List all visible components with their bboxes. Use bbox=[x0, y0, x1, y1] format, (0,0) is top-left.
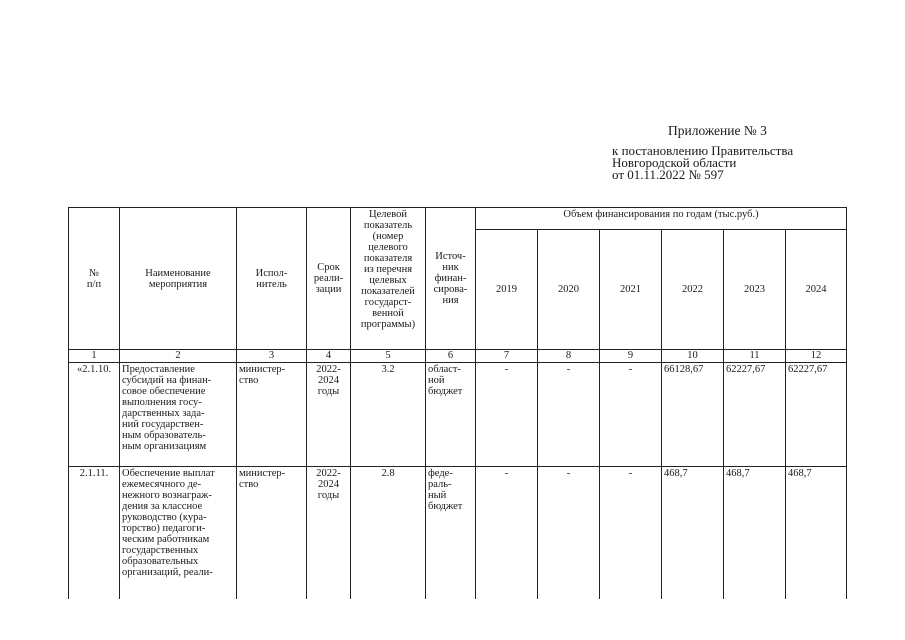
column-number: 9 bbox=[600, 350, 662, 363]
col-header-year-2019: 2019 bbox=[476, 230, 538, 350]
row-name: Обеспечение выплат ежемесячного де- нежного вознаграж- дения за классное руководство (кура- торство) педагоги- ческим работникам государственных образовательных организаций, реали- bbox=[120, 467, 237, 607]
row-source: област- ной бюджет bbox=[426, 363, 476, 467]
column-number: 4 bbox=[307, 350, 351, 363]
row-name: Предоставление субсидий на финан- совое обеспечение выполнения госу- дарственных зада- ний государствен- ным образователь- ным организациям bbox=[120, 363, 237, 467]
table-row bbox=[69, 363, 847, 467]
document-header bbox=[612, 125, 793, 181]
row-value-2023: 468,7 bbox=[724, 467, 786, 607]
col-header-name: Наименование мероприятия bbox=[120, 208, 237, 350]
column-number: 2 bbox=[120, 350, 237, 363]
row-value-2022: 468,7 bbox=[662, 467, 724, 607]
row-value-2021: - bbox=[600, 363, 662, 467]
col-header-target: Целевой показатель (номер целевого показателя из перечня целевых показателей государст- венной программы) bbox=[351, 208, 426, 350]
column-number: 3 bbox=[237, 350, 307, 363]
row-term: 2022- 2024 годы bbox=[307, 467, 351, 607]
row-value-2019: - bbox=[476, 467, 538, 607]
appendix-title: Приложение № 3 bbox=[668, 123, 767, 138]
row-source: феде- раль- ный бюджет bbox=[426, 467, 476, 607]
row-value-2023: 62227,67 bbox=[724, 363, 786, 467]
col-header-year-2022: 2022 bbox=[662, 230, 724, 350]
row-value-2022: 66128,67 bbox=[662, 363, 724, 467]
table-row bbox=[69, 467, 847, 607]
column-number: 11 bbox=[724, 350, 786, 363]
row-executor: министер- ство bbox=[237, 363, 307, 467]
funding-table bbox=[68, 207, 847, 607]
col-header-executor: Испол- нитель bbox=[237, 208, 307, 350]
row-value-2020: - bbox=[538, 363, 600, 467]
row-value-2024: 468,7 bbox=[786, 467, 847, 607]
column-number: 5 bbox=[351, 350, 426, 363]
column-number: 8 bbox=[538, 350, 600, 363]
row-value-2024: 62227,67 bbox=[786, 363, 847, 467]
row-value-2020: - bbox=[538, 467, 600, 607]
column-number: 12 bbox=[786, 350, 847, 363]
column-number: 10 bbox=[662, 350, 724, 363]
row-term: 2022- 2024 годы bbox=[307, 363, 351, 467]
col-header-year-2021: 2021 bbox=[600, 230, 662, 350]
row-target: 3.2 bbox=[351, 363, 426, 467]
header-line-3: от 01.11.2022 № 597 bbox=[612, 167, 724, 182]
col-header-num: № п/п bbox=[69, 208, 120, 350]
row-value-2019: - bbox=[476, 363, 538, 467]
col-header-year-2023: 2023 bbox=[724, 230, 786, 350]
row-value-2021: - bbox=[600, 467, 662, 607]
column-number: 1 bbox=[69, 350, 120, 363]
column-number: 7 bbox=[476, 350, 538, 363]
col-header-year-2020: 2020 bbox=[538, 230, 600, 350]
column-number-row bbox=[69, 350, 847, 363]
header-line-1: к постановлению Правительства bbox=[612, 143, 794, 158]
col-header-term: Срок реали- зации bbox=[307, 208, 351, 350]
col-header-funding-group: Объем финансирования по годам (тыс.руб.) bbox=[476, 208, 847, 230]
column-number: 6 bbox=[426, 350, 476, 363]
col-header-source: Источ- ник финан- сирова- ния bbox=[426, 208, 476, 350]
col-header-year-2024: 2024 bbox=[786, 230, 847, 350]
row-num: 2.1.11. bbox=[69, 467, 120, 607]
row-num: «2.1.10. bbox=[69, 363, 120, 467]
page-bottom-margin bbox=[0, 599, 905, 640]
row-executor: министер- ство bbox=[237, 467, 307, 607]
header-line-2: Новгородской области bbox=[612, 155, 737, 170]
row-target: 2.8 bbox=[351, 467, 426, 607]
